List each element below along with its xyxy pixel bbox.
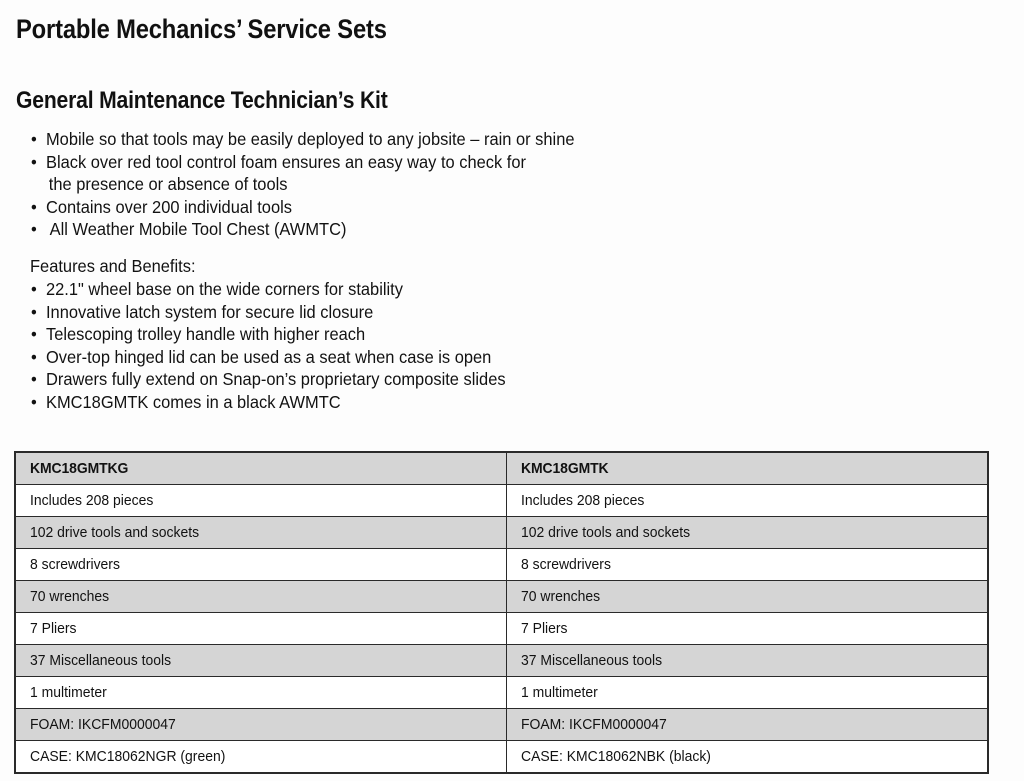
features-bullet-list xyxy=(30,278,506,414)
feature-bullet-item xyxy=(30,391,506,414)
feature-bullet-text: 22.1" wheel base on the wide corners for stability xyxy=(45,279,403,299)
table-cell: CASE: KMC18062NGR (green) xyxy=(15,741,506,774)
bullet-point-icon: • xyxy=(30,346,37,367)
intro-bullet-text: Contains over 200 individual tools xyxy=(45,196,292,217)
table-cell: 37 Miscellaneous tools xyxy=(506,645,988,677)
feature-bullet-item xyxy=(30,323,506,346)
table-row xyxy=(15,709,988,741)
feature-bullet-item xyxy=(30,346,506,369)
feature-bullet-text: Innovative latch system for secure lid closure xyxy=(45,301,374,322)
table-cell: CASE: KMC18062NBK (black) xyxy=(506,741,988,774)
feature-bullet-text: Telescoping trolley handle with higher reach xyxy=(45,324,366,345)
table-cell: 1 multimeter xyxy=(15,677,506,709)
table-row xyxy=(15,645,988,677)
feature-bullet-item xyxy=(30,301,506,324)
features-and-benefits-label: Features and Benefits: xyxy=(30,256,196,276)
intro-bullet-list xyxy=(30,128,575,241)
intro-bullet-item xyxy=(30,218,575,241)
table-cell: 102 drive tools and sockets xyxy=(506,517,988,549)
feature-bullet-text: Drawers fully extend on Snap-on’s proprietary composite slides xyxy=(45,369,506,390)
intro-bullet-text-continuation: the presence or absence of tools xyxy=(48,174,288,195)
bullet-point-icon: • xyxy=(30,369,37,390)
table-cell: 37 Miscellaneous tools xyxy=(15,645,506,677)
intro-bullet-item xyxy=(30,128,575,151)
table-cell: 70 wrenches xyxy=(15,581,506,613)
kit-comparison-table xyxy=(14,451,989,774)
intro-bullet-item xyxy=(30,196,575,219)
table-row xyxy=(15,517,988,549)
table-cell: 70 wrenches xyxy=(506,581,988,613)
table-header-cell-1: KMC18GMTKG xyxy=(15,452,506,485)
bullet-point-icon: • xyxy=(30,196,37,217)
table-cell: 7 Pliers xyxy=(506,613,988,645)
page-title: Portable Mechanics’ Service Sets xyxy=(16,14,387,44)
bullet-point-icon: • xyxy=(30,301,37,322)
table-row xyxy=(15,741,988,774)
table-row xyxy=(15,581,988,613)
bullet-point-icon: • xyxy=(30,324,37,345)
table-cell: 102 drive tools and sockets xyxy=(15,517,506,549)
feature-bullet-text: KMC18GMTK comes in a black AWMTC xyxy=(45,391,341,412)
table-cell: FOAM: IKCFM0000047 xyxy=(506,709,988,741)
intro-bullet-text: Black over red tool control foam ensures an easy way to check for xyxy=(45,151,527,172)
bullet-point-icon: • xyxy=(30,279,37,299)
table-header-row xyxy=(15,452,988,485)
section-heading-kit: General Maintenance Technician’s Kit xyxy=(16,87,388,114)
table-row xyxy=(15,485,988,517)
table-header-cell-2: KMC18GMTK xyxy=(506,452,988,485)
table-cell: Includes 208 pieces xyxy=(506,485,988,517)
table-cell: FOAM: IKCFM0000047 xyxy=(15,709,506,741)
bullet-point-icon: • xyxy=(30,129,37,149)
feature-bullet-item xyxy=(30,368,506,391)
table-row xyxy=(15,613,988,645)
table-cell: 7 Pliers xyxy=(15,613,506,645)
intro-bullet-text: Mobile so that tools may be easily deployed to any jobsite – rain or shine xyxy=(45,129,575,149)
table-cell: Includes 208 pieces xyxy=(15,485,506,517)
bullet-point-icon: • xyxy=(30,219,37,240)
feature-bullet-text: Over-top hinged lid can be used as a seat when case is open xyxy=(45,346,492,367)
table-row xyxy=(15,677,988,709)
bullet-point-icon: • xyxy=(30,391,37,412)
table-row xyxy=(15,549,988,581)
bullet-point-icon: • xyxy=(30,151,37,172)
intro-bullet-item xyxy=(30,151,575,196)
intro-bullet-text: All Weather Mobile Tool Chest (AWMTC) xyxy=(45,219,347,240)
table-cell: 1 multimeter xyxy=(506,677,988,709)
table-cell: 8 screwdrivers xyxy=(15,549,506,581)
table-cell: 8 screwdrivers xyxy=(506,549,988,581)
feature-bullet-item xyxy=(30,278,506,301)
